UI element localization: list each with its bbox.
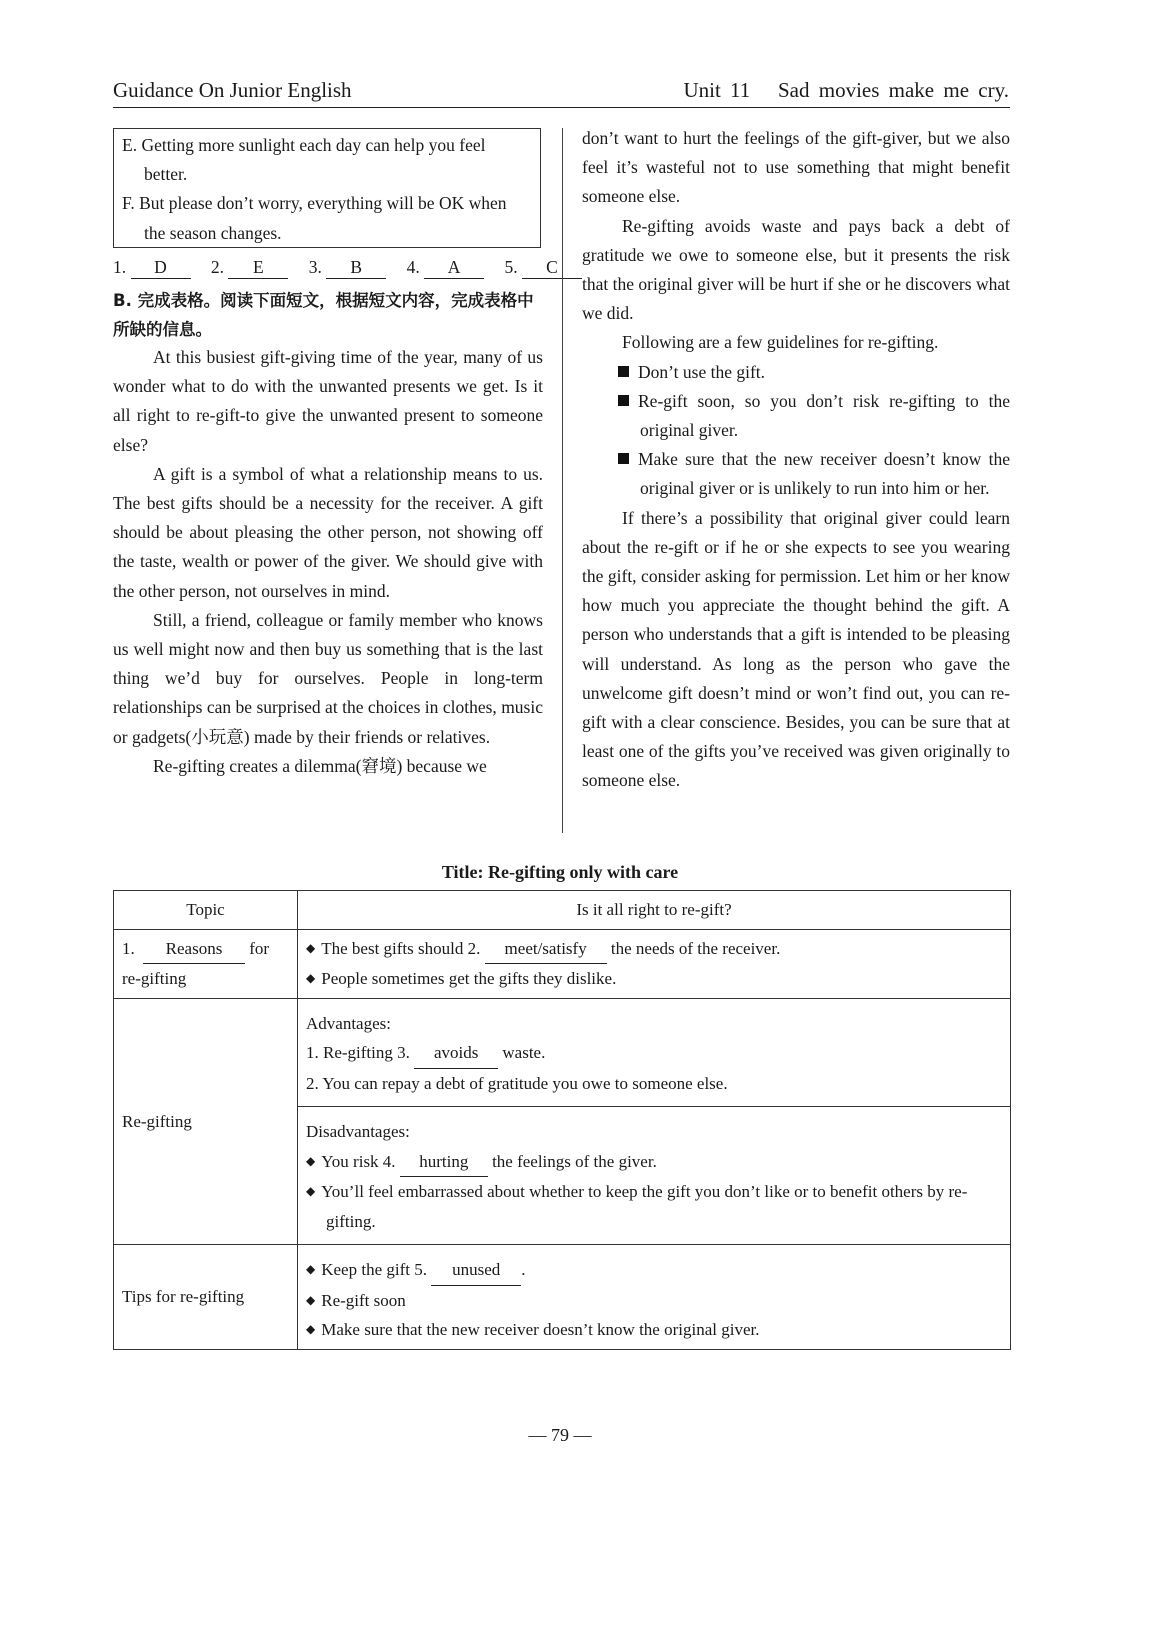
right-paragraph: Re-gifting avoids waste and pays back a debt of gratitude we owe to someone else, but it presents the risk that the original giver will be hurt if she or he discovers what we did. (582, 215, 1010, 324)
left-paragraph: Re-gifting creates a dilemma(窘境) because we (153, 755, 487, 776)
topic-cell: Re-gifting (114, 998, 298, 1245)
answer-1-num: 1. (113, 257, 127, 277)
answer-5: C (522, 257, 582, 279)
topic-cell: 1. Reasons for re-gifting (114, 929, 298, 998)
table-row (114, 1245, 1011, 1350)
left-paragraph: At this busiest gift-giving time of the year, many of us wonder what to do with the unwanted presents we get. Is it all right to re-gift-to give the unwanted present to someone else? (113, 347, 543, 455)
option-e: E. Getting more sunlight each day can help you feel better. (122, 135, 486, 185)
answers-row (113, 257, 582, 279)
advantages-cell: Advantages: 1. Re-gifting 3. avoids waste. 2. You can repay a debt of gratitude you owe to someone else. (298, 998, 1011, 1107)
blank-answer-5: unused (431, 1255, 521, 1286)
options-box (113, 128, 541, 248)
square-bullet-icon (618, 453, 629, 464)
right-paragraph: If there’s a possibility that original giver could learn about the re-gift or if he or she expects to see you wearing the gift, consider asking for permission. Let him or her know how much you appreciate the thought behind the gift. A person who understands that a gift is intended to be pleasing will understand. As long as the person who gave the unwelcome gift doesn’t mind or won’t find out, you can re-gift with a clear conscience. Besides, you can be sure that at least one of the gifts you’ve received was given originally to someone else. (582, 507, 1010, 791)
tips-cell: ◆ Keep the gift 5. unused . ◆ Re-gift soon ◆ Make sure that the new receiver doesn’t know the original giver. (298, 1245, 1011, 1350)
left-paragraph: Still, a friend, colleague or family member who knows us well might now and then buy us something that is the last thing we’d buy for ourselves. People in long-term relationships can be surprised at the choices in clothes, music or gadgets(小玩意) made by their friends or relatives. (113, 609, 543, 747)
table-header-row (114, 891, 1011, 930)
header-left: Guidance On Junior English (113, 78, 352, 102)
blank-answer-1: Reasons (143, 934, 245, 965)
answer-5-num: 5. (504, 257, 518, 277)
header-rule (113, 107, 1010, 108)
diamond-bullet-icon: ◆ (306, 1292, 316, 1307)
diamond-bullet-icon: ◆ (306, 1322, 316, 1336)
guideline-item: Don’t use the gift. (582, 358, 1010, 387)
section-b-heading: B. 完成表格。阅读下面短文，根据短文内容，完成表格中所缺的信息。 (113, 291, 534, 339)
table-title: Title: Re-gifting only with care (441, 862, 679, 882)
header-right: Unit 11 Sad movies make me cry. (683, 78, 1009, 102)
blank-answer-3: avoids (414, 1038, 498, 1069)
answer-1: D (131, 257, 191, 279)
table-row (114, 929, 1011, 998)
left-column (113, 343, 543, 781)
answer-4: A (424, 257, 484, 279)
answer-3: B (326, 257, 386, 279)
disadvantages-cell: Disadvantages: ◆ You risk 4. hurting the feelings of the giver. ◆ You’ll feel embarrassed about whether to keep the gift you don’t like or to benefit others by re-gifting. (298, 1107, 1011, 1245)
right-paragraph: Following are a few guidelines for re-gifting. (622, 332, 939, 353)
answer-2-num: 2. (210, 257, 224, 277)
right-paragraph: don’t want to hurt the feelings of the gift-giver, but we also feel it’s wasteful not to use something that might benefit someone else. (582, 128, 1010, 207)
option-f: F. But please don’t worry, everything will be OK when the season changes. (122, 193, 507, 243)
regifting-table (113, 890, 1011, 1350)
answer-3-num: 3. (308, 257, 322, 277)
guideline-item: Re-gift soon, so you don’t risk re-gifting to the original giver. (582, 387, 1010, 445)
column-divider (562, 128, 563, 833)
diamond-bullet-icon: ◆ (306, 971, 316, 985)
blank-answer-4: hurting (400, 1147, 488, 1178)
header-question: Is it all right to re-gift? (298, 891, 1011, 930)
answer-4-num: 4. (406, 257, 420, 277)
left-paragraph: A gift is a symbol of what a relationship means to us. The best gifts should be a necessity for the receiver. A gift should be about pleasing the other person, not showing off the taste, wealth or power of the giver. We should give with the other person, not ourselves in mind. (113, 463, 543, 601)
square-bullet-icon (618, 366, 629, 377)
diamond-bullet-icon: ◆ (306, 1153, 316, 1168)
page-number: — 79 — (528, 1425, 592, 1445)
answer-2: E (228, 257, 288, 279)
blank-answer-2: meet/satisfy (485, 934, 607, 965)
content-cell: ◆ The best gifts should 2. meet/satisfy the needs of the receiver. ◆ People sometimes get the gifts they dislike. (298, 929, 1011, 998)
table-row (114, 998, 1011, 1107)
header-topic: Topic (114, 891, 298, 930)
right-column (582, 124, 1010, 796)
square-bullet-icon (618, 395, 629, 406)
guideline-item: Make sure that the new receiver doesn’t know the original giver or is unlikely to run into him or her. (582, 445, 1010, 503)
diamond-bullet-icon: ◆ (306, 1184, 316, 1198)
diamond-bullet-icon: ◆ (306, 940, 316, 955)
diamond-bullet-icon: ◆ (306, 1262, 316, 1276)
topic-cell: Tips for re-gifting (114, 1245, 298, 1350)
